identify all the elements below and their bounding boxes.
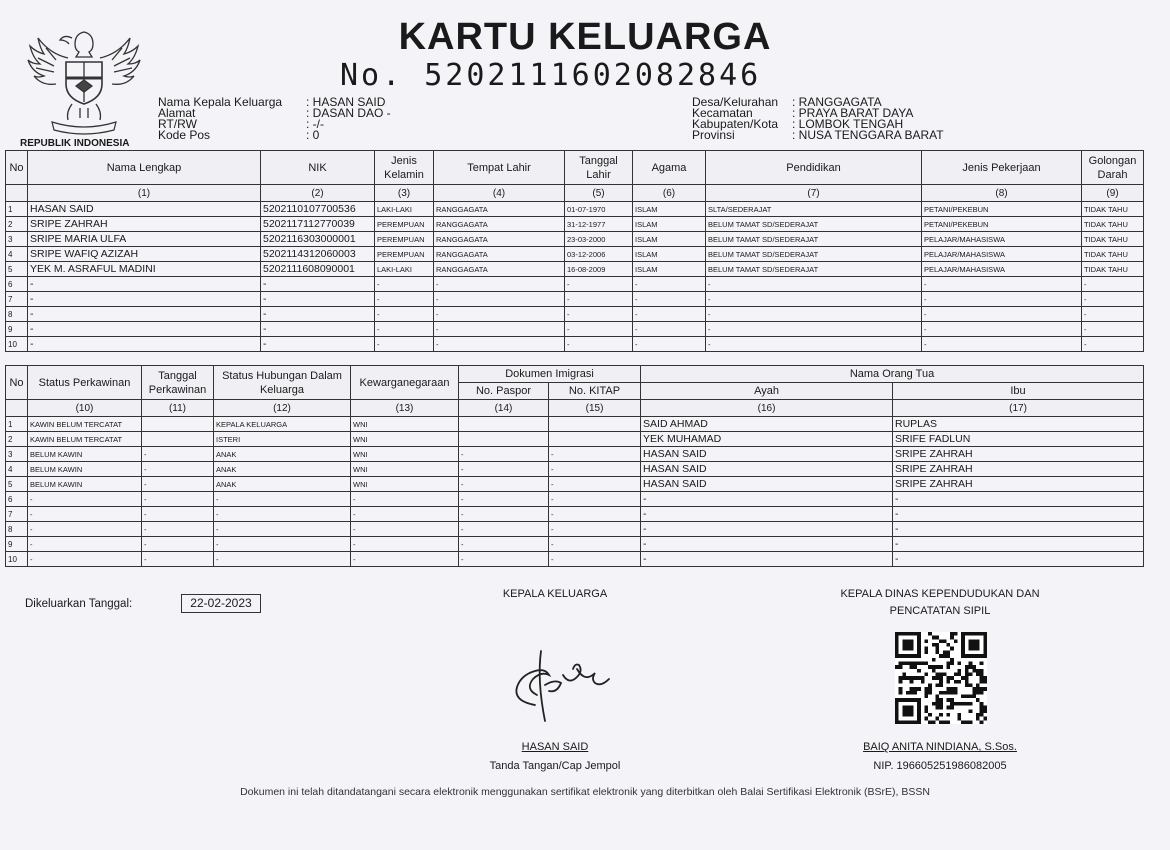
table-cell: - xyxy=(459,462,549,477)
table-cell: RANGGAGATA xyxy=(434,262,565,277)
row-number: 5 xyxy=(6,477,28,492)
table-cell: PEREMPUAN xyxy=(375,217,434,232)
column-header: NIK xyxy=(261,151,375,185)
table-cell: - xyxy=(1082,322,1144,337)
table-cell: - xyxy=(893,552,1144,567)
table-cell: - xyxy=(893,507,1144,522)
table-cell: - xyxy=(261,337,375,352)
issued-date: 22-02-2023 xyxy=(181,594,261,613)
qr-code-icon xyxy=(893,632,989,724)
table-cell: - xyxy=(459,477,549,492)
header-label: Desa/Kelurahan xyxy=(692,95,779,109)
table-cell: RANGGAGATA xyxy=(434,247,565,262)
table-cell: SRIPE WAFIQ AZIZAH xyxy=(28,247,261,262)
row-number: 6 xyxy=(6,277,28,292)
column-header: Ibu xyxy=(893,383,1144,400)
header-left xyxy=(158,97,391,141)
header-right xyxy=(692,97,944,141)
civil-status-table xyxy=(5,365,1144,567)
column-number: (17) xyxy=(893,400,1144,417)
table-cell: ISLAM xyxy=(633,202,706,217)
table-cell: - xyxy=(142,462,214,477)
table-cell xyxy=(459,432,549,447)
table-cell xyxy=(549,417,641,432)
table-row xyxy=(6,292,1144,307)
table-cell: - xyxy=(375,307,434,322)
table-cell: 16-08-2009 xyxy=(565,262,633,277)
document-title: KARTU KELUARGA xyxy=(398,16,772,58)
table-row xyxy=(6,552,1144,567)
table-cell: - xyxy=(375,277,434,292)
table-cell: WNI xyxy=(351,462,459,477)
table-cell: - xyxy=(375,322,434,337)
table-cell: - xyxy=(641,507,893,522)
table-cell: PELAJAR/MAHASISWA xyxy=(922,262,1082,277)
column-number: (7) xyxy=(706,185,922,202)
table-cell: KAWIN BELUM TERCATAT xyxy=(28,432,142,447)
official-title: KEPALA DINAS KEPENDUDUKAN DAN xyxy=(840,588,1040,600)
row-number: 4 xyxy=(6,247,28,262)
table-cell: - xyxy=(1082,277,1144,292)
table-cell: - xyxy=(549,552,641,567)
row-number: 1 xyxy=(6,202,28,217)
table-cell: - xyxy=(459,537,549,552)
row-number: 7 xyxy=(6,507,28,522)
table-cell: YEK M. ASRAFUL MADINI xyxy=(28,262,261,277)
table-cell: - xyxy=(706,337,922,352)
column-header: Ayah xyxy=(641,383,893,400)
table-cell: - xyxy=(922,292,1082,307)
table-row xyxy=(6,307,1144,322)
table-cell: - xyxy=(922,337,1082,352)
table-cell: - xyxy=(1082,292,1144,307)
table-cell: - xyxy=(434,307,565,322)
table-cell: - xyxy=(641,552,893,567)
header-label: RT/RW xyxy=(158,117,197,131)
table-cell: 5202114312060003 xyxy=(261,247,375,262)
table-cell: HASAN SAID xyxy=(28,202,261,217)
column-number: (12) xyxy=(214,400,351,417)
table-cell: - xyxy=(549,447,641,462)
table-row xyxy=(6,337,1144,352)
family-members-table xyxy=(5,150,1144,352)
column-header: Kewarganegaraan xyxy=(351,366,459,400)
table-cell: LAKI-LAKI xyxy=(375,202,434,217)
table-row xyxy=(6,447,1144,462)
table-cell: HASAN SAID xyxy=(641,477,893,492)
table-cell: - xyxy=(28,307,261,322)
column-header: Status Perkawinan xyxy=(28,366,142,400)
table-cell: ISLAM xyxy=(633,247,706,262)
table-cell: - xyxy=(633,307,706,322)
column-number: (6) xyxy=(633,185,706,202)
table-row xyxy=(6,507,1144,522)
table-cell: - xyxy=(261,307,375,322)
table-cell: 5202111608090001 xyxy=(261,262,375,277)
row-number: 9 xyxy=(6,537,28,552)
column-header: No. Paspor xyxy=(459,383,549,400)
table-cell: - xyxy=(565,292,633,307)
column-header: Tanggal Lahir xyxy=(565,151,633,185)
row-number: 1 xyxy=(6,417,28,432)
column-header: Dokumen Imigrasi xyxy=(459,366,641,383)
table-cell: - xyxy=(706,292,922,307)
row-number: 10 xyxy=(6,552,28,567)
table-cell: SRIPE ZAHRAH xyxy=(893,477,1144,492)
table-cell: 01-07-1970 xyxy=(565,202,633,217)
table-cell: YEK MUHAMAD xyxy=(641,432,893,447)
table-cell: SRIFE FADLUN xyxy=(893,432,1144,447)
column-number: (10) xyxy=(28,400,142,417)
official-name: BAIQ ANITA NINDIANA, S.Sos. xyxy=(863,741,1017,753)
table-cell: RUPLAS xyxy=(893,417,1144,432)
table-cell: WNI xyxy=(351,417,459,432)
table-cell: HASAN SAID xyxy=(641,462,893,477)
table-cell: - xyxy=(28,277,261,292)
column-number: (16) xyxy=(641,400,893,417)
table-cell: RANGGAGATA xyxy=(434,217,565,232)
civil-status-body xyxy=(6,417,1144,567)
column-header: Agama xyxy=(633,151,706,185)
table-cell: BELUM TAMAT SD/SEDERAJAT xyxy=(706,247,922,262)
column-number: (4) xyxy=(434,185,565,202)
table-cell: WNI xyxy=(351,447,459,462)
table-cell: BELUM TAMAT SD/SEDERAJAT xyxy=(706,232,922,247)
column-header: No xyxy=(6,366,28,400)
table-cell: 03-12-2006 xyxy=(565,247,633,262)
table-cell: TIDAK TAHU xyxy=(1082,232,1144,247)
table-cell: - xyxy=(142,492,214,507)
header-value: : 0 xyxy=(306,128,320,142)
row-number: 8 xyxy=(6,307,28,322)
table-cell: PETANI/PEKEBUN xyxy=(922,217,1082,232)
table-row xyxy=(6,522,1144,537)
row-number: 5 xyxy=(6,262,28,277)
row-number: 6 xyxy=(6,492,28,507)
row-number: 9 xyxy=(6,322,28,337)
header-value: : RANGGAGATA xyxy=(792,95,882,109)
table-cell: ISLAM xyxy=(633,262,706,277)
table-row xyxy=(6,477,1144,492)
document-number: No. 5202111602082846 xyxy=(340,58,762,93)
table-cell: WNI xyxy=(351,477,459,492)
table-cell: - xyxy=(28,492,142,507)
row-number: 3 xyxy=(6,447,28,462)
column-header: Nama Lengkap xyxy=(28,151,261,185)
table-cell xyxy=(142,417,214,432)
row-number: 7 xyxy=(6,292,28,307)
column-header: Status Hubungan Dalam Keluarga xyxy=(214,366,351,400)
column-header: Tempat Lahir xyxy=(434,151,565,185)
table-cell: - xyxy=(459,507,549,522)
table-cell: - xyxy=(351,537,459,552)
table-cell: - xyxy=(142,537,214,552)
table-cell: - xyxy=(922,322,1082,337)
table-cell: - xyxy=(633,277,706,292)
header-label: Kecamatan xyxy=(692,106,753,120)
column-number: (11) xyxy=(142,400,214,417)
table-row xyxy=(6,232,1144,247)
table-cell: - xyxy=(214,537,351,552)
table-cell: WNI xyxy=(351,432,459,447)
table-cell: PEREMPUAN xyxy=(375,232,434,247)
table-cell: - xyxy=(351,507,459,522)
table-row xyxy=(6,417,1144,432)
table-cell: ANAK xyxy=(214,462,351,477)
table-cell: - xyxy=(28,337,261,352)
header-value: : -/- xyxy=(306,117,324,131)
table-cell: 5202110107700536 xyxy=(261,202,375,217)
table-cell: 5202117112770039 xyxy=(261,217,375,232)
family-members-body xyxy=(6,202,1144,352)
table-cell: - xyxy=(549,477,641,492)
table-cell: BELUM TAMAT SD/SEDERAJAT xyxy=(706,262,922,277)
table-cell: TIDAK TAHU xyxy=(1082,217,1144,232)
table-cell: 5202116303000001 xyxy=(261,232,375,247)
table-row xyxy=(6,202,1144,217)
table-cell: SLTA/SEDERAJAT xyxy=(706,202,922,217)
table-cell: - xyxy=(706,277,922,292)
table-cell: PELAJAR/MAHASISWA xyxy=(922,232,1082,247)
table-cell: - xyxy=(28,552,142,567)
table-cell: - xyxy=(28,507,142,522)
table-cell: - xyxy=(214,552,351,567)
header-value: : HASAN SAID xyxy=(306,95,386,109)
column-number: (8) xyxy=(922,185,1082,202)
row-number: 10 xyxy=(6,337,28,352)
table-cell: - xyxy=(261,292,375,307)
table-cell: - xyxy=(549,522,641,537)
table-cell: - xyxy=(28,537,142,552)
table-cell: SRIPE ZAHRAH xyxy=(893,462,1144,477)
table-cell: RANGGAGATA xyxy=(434,202,565,217)
table-cell: BELUM TAMAT SD/SEDERAJAT xyxy=(706,217,922,232)
table-cell: - xyxy=(641,492,893,507)
table-cell: - xyxy=(214,522,351,537)
table-cell: - xyxy=(565,307,633,322)
row-number: 2 xyxy=(6,432,28,447)
table-cell: KEPALA KELUARGA xyxy=(214,417,351,432)
header-label: Nama Kepala Keluarga xyxy=(158,95,283,109)
table-row xyxy=(6,322,1144,337)
table-row xyxy=(6,247,1144,262)
table-cell: BELUM KAWIN xyxy=(28,477,142,492)
header-label: Kabupaten/Kota xyxy=(692,117,779,131)
column-number-cell xyxy=(6,185,28,202)
table-cell: - xyxy=(142,477,214,492)
row-number: 2 xyxy=(6,217,28,232)
table-cell: 23-03-2000 xyxy=(565,232,633,247)
table-cell: - xyxy=(641,522,893,537)
table-cell: - xyxy=(375,292,434,307)
column-number: (9) xyxy=(1082,185,1144,202)
table-cell xyxy=(549,432,641,447)
table-cell: - xyxy=(459,447,549,462)
table-cell: - xyxy=(565,322,633,337)
table-cell: PEREMPUAN xyxy=(375,247,434,262)
table-cell: ANAK xyxy=(214,447,351,462)
table-cell: - xyxy=(893,522,1144,537)
official-title-2: PENCATATAN SIPIL xyxy=(889,605,991,617)
table-cell xyxy=(142,432,214,447)
table-cell: BELUM KAWIN xyxy=(28,447,142,462)
head-name: HASAN SAID xyxy=(521,741,589,753)
emblem-caption: REPUBLIK INDONESIA xyxy=(20,138,130,149)
table-cell: - xyxy=(142,447,214,462)
table-cell: - xyxy=(893,537,1144,552)
table-cell: PETANI/PEKEBUN xyxy=(922,202,1082,217)
header-label: Alamat xyxy=(158,106,196,120)
table-cell: - xyxy=(459,492,549,507)
table-cell: - xyxy=(28,322,261,337)
row-number: 4 xyxy=(6,462,28,477)
column-number: (14) xyxy=(459,400,549,417)
table-cell: - xyxy=(434,337,565,352)
table-cell: - xyxy=(261,277,375,292)
table-row xyxy=(6,217,1144,232)
column-header: Pendidikan xyxy=(706,151,922,185)
table-cell: - xyxy=(1082,307,1144,322)
table-cell: - xyxy=(633,322,706,337)
table-cell: - xyxy=(706,322,922,337)
table-row xyxy=(6,492,1144,507)
column-number: (5) xyxy=(565,185,633,202)
table-cell: SRIPE ZAHRAH xyxy=(893,447,1144,462)
column-header: Jenis Kelamin xyxy=(375,151,434,185)
column-number: (3) xyxy=(375,185,434,202)
column-header: Golongan Darah xyxy=(1082,151,1144,185)
head-caption: Tanda Tangan/Cap Jempol xyxy=(489,760,621,772)
table-cell: - xyxy=(549,492,641,507)
header-value: : LOMBOK TENGAH xyxy=(792,117,904,131)
signature-icon xyxy=(505,645,620,725)
table-cell: 31-12-1977 xyxy=(565,217,633,232)
table-cell: - xyxy=(261,322,375,337)
column-number: (2) xyxy=(261,185,375,202)
header-value: : DASAN DAO - xyxy=(306,106,391,120)
table-cell: - xyxy=(142,552,214,567)
row-number: 3 xyxy=(6,232,28,247)
table-cell: - xyxy=(214,507,351,522)
table-cell: - xyxy=(434,322,565,337)
column-number: (1) xyxy=(28,185,261,202)
table-cell: - xyxy=(351,552,459,567)
table-cell: - xyxy=(351,522,459,537)
table-row xyxy=(6,277,1144,292)
table-cell: - xyxy=(706,307,922,322)
table-cell: RANGGAGATA xyxy=(434,232,565,247)
column-header: No. KITAP xyxy=(549,383,641,400)
table-cell: TIDAK TAHU xyxy=(1082,262,1144,277)
table-cell: SRIPE ZAHRAH xyxy=(28,217,261,232)
table-row xyxy=(6,462,1144,477)
table-cell: - xyxy=(633,337,706,352)
table-cell: - xyxy=(28,292,261,307)
table-cell: - xyxy=(459,552,549,567)
table-cell xyxy=(459,417,549,432)
table-cell: ISLAM xyxy=(633,232,706,247)
table-cell: - xyxy=(459,522,549,537)
table-row xyxy=(6,537,1144,552)
header-label: Kode Pos xyxy=(158,128,211,142)
table-cell: - xyxy=(565,337,633,352)
table-cell: - xyxy=(142,507,214,522)
table-cell: - xyxy=(1082,337,1144,352)
table-cell: - xyxy=(549,537,641,552)
table-cell: - xyxy=(549,507,641,522)
table-cell: - xyxy=(922,307,1082,322)
table-cell: - xyxy=(375,337,434,352)
table-cell: ANAK xyxy=(214,477,351,492)
column-header: Jenis Pekerjaan xyxy=(922,151,1082,185)
issued-label: Dikeluarkan Tanggal: xyxy=(25,598,133,610)
table-cell: KAWIN BELUM TERCATAT xyxy=(28,417,142,432)
column-number: (15) xyxy=(549,400,641,417)
table-cell: PELAJAR/MAHASISWA xyxy=(922,247,1082,262)
table-cell: SAID AHMAD xyxy=(641,417,893,432)
table-cell: ISTERI xyxy=(214,432,351,447)
table-cell: ISLAM xyxy=(633,217,706,232)
column-number-cell xyxy=(6,400,28,417)
table-cell: BELUM KAWIN xyxy=(28,462,142,477)
column-header: No xyxy=(6,151,28,185)
table-cell: - xyxy=(565,277,633,292)
table-cell: - xyxy=(351,492,459,507)
head-title: KEPALA KELUARGA xyxy=(502,588,608,600)
table-row xyxy=(6,432,1144,447)
column-header: Nama Orang Tua xyxy=(641,366,1144,383)
table-cell: HASAN SAID xyxy=(641,447,893,462)
table-cell: - xyxy=(28,522,142,537)
table-cell: - xyxy=(922,277,1082,292)
table-cell: - xyxy=(142,522,214,537)
table-cell: - xyxy=(893,492,1144,507)
table-row xyxy=(6,262,1144,277)
table-cell: - xyxy=(434,292,565,307)
table-cell: - xyxy=(641,537,893,552)
header-label: Provinsi xyxy=(692,128,735,142)
header-value: : PRAYA BARAT DAYA xyxy=(792,106,914,120)
table-cell: LAKI-LAKI xyxy=(375,262,434,277)
column-header: Tanggal Perkawinan xyxy=(142,366,214,400)
row-number: 8 xyxy=(6,522,28,537)
table-cell: - xyxy=(434,277,565,292)
official-nip: NIP. 196605251986082005 xyxy=(873,760,1007,772)
table-cell: TIDAK TAHU xyxy=(1082,202,1144,217)
e-signature-disclaimer: Dokumen ini telah ditandatangani secara elektronik menggunakan sertifikat elektronik yang diterbitkan oleh Balai Sertifikasi Elektronik (BSrE), BSSN xyxy=(240,786,930,798)
table-cell: - xyxy=(549,462,641,477)
column-number: (13) xyxy=(351,400,459,417)
header-value: : NUSA TENGGARA BARAT xyxy=(792,128,944,142)
table-cell: SRIPE MARIA ULFA xyxy=(28,232,261,247)
table-cell: - xyxy=(214,492,351,507)
table-cell: TIDAK TAHU xyxy=(1082,247,1144,262)
table-cell: - xyxy=(633,292,706,307)
